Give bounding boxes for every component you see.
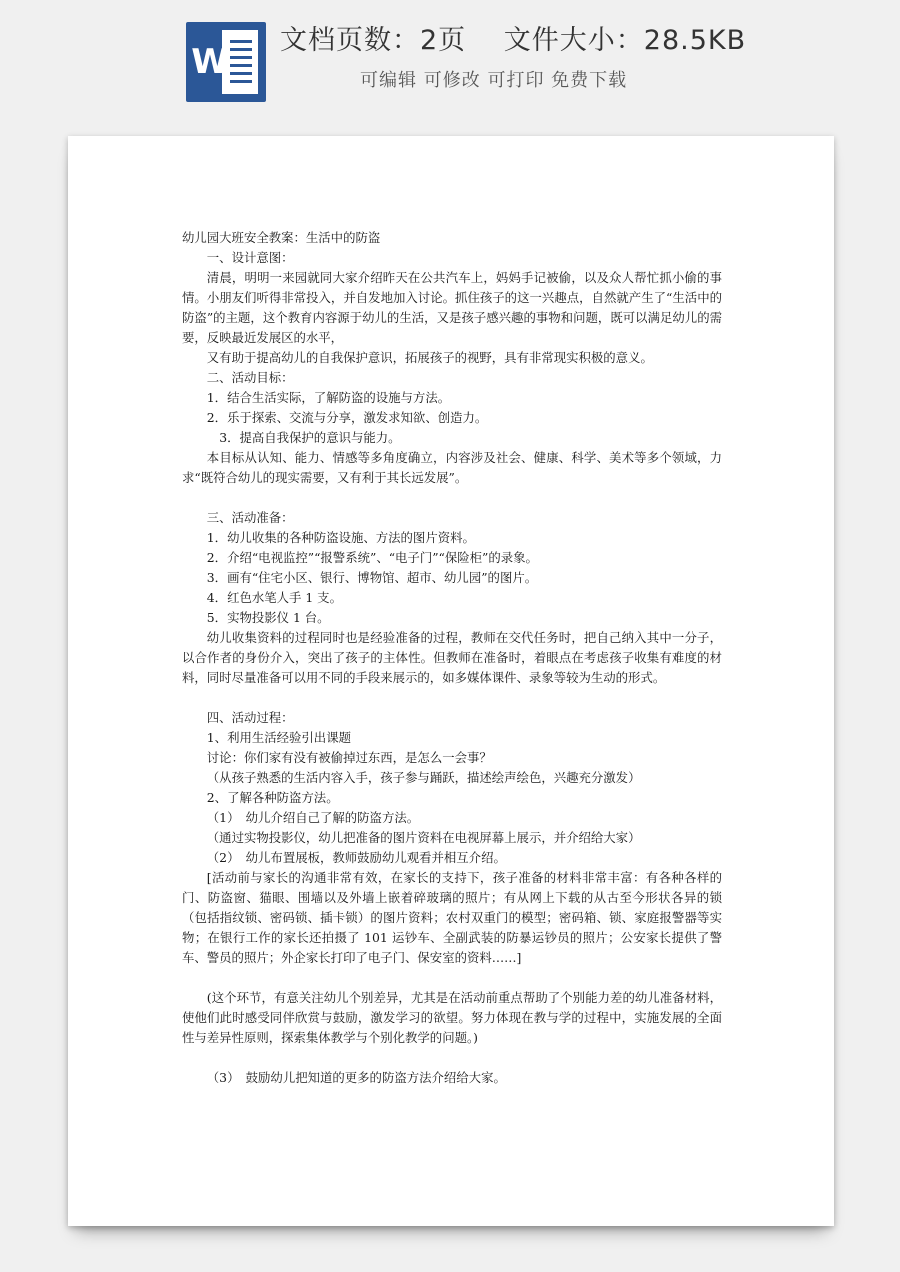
list-item: 1．幼儿收集的各种防盗设施、方法的图片资料。 bbox=[206, 530, 475, 545]
section-heading-design: 一、设计意图： bbox=[206, 250, 294, 265]
document-body bbox=[182, 228, 722, 1088]
list-item: 2．介绍“电视监控”“报警系统”、“电子门”“保险柜”的录象。 bbox=[206, 550, 538, 565]
word-letter: W bbox=[191, 42, 229, 82]
section-heading-preparation: 三、活动准备： bbox=[206, 510, 294, 525]
list-item: （通过实物投影仪，幼儿把准备的图片资料在电视屏幕上展示，并介绍给大家） bbox=[206, 830, 641, 845]
list-item: 1．结合生活实际，了解防盗的设施与方法。 bbox=[206, 390, 451, 405]
list-item: 5．实物投影仪 1 台。 bbox=[206, 610, 330, 625]
document-page bbox=[68, 136, 834, 1226]
paragraph: 本目标从认知、能力、情感等多角度确立，内容涉及社会、健康、科学、美术等多个领域，力求“既符合幼儿的现实需要，又有利于其长远发展”。 bbox=[182, 450, 722, 485]
paragraph: 幼儿收集资料的过程同时也是经验准备的过程，教师在交代任务时，把自己纳入其中一分子，以合作者的身份介入，突出了孩子的主体性。但教师在准备时，着眼点在考虑孩子收集有难度的材料，同时尽量准备可以用不同的手段来展示的，如多媒体课件、录象等较为生动的形式。 bbox=[182, 630, 722, 685]
paragraph: 又有助于提高幼儿的自我保护意识，拓展孩子的视野，具有非常现实积极的意义。 bbox=[206, 350, 653, 365]
file-features-subtitle: 可编辑 可修改 可打印 免费下载 bbox=[360, 70, 628, 91]
section-heading-goals: 二、活动目标： bbox=[206, 370, 294, 385]
list-item: 1、利用生活经验引出课题 bbox=[206, 730, 351, 745]
word-document-icon bbox=[186, 22, 266, 102]
file-info-title: 文档页数：2页 文件大小：28.5KB bbox=[280, 25, 747, 56]
header-banner bbox=[0, 0, 900, 130]
list-item: 2、了解各种防盗方法。 bbox=[206, 790, 339, 805]
list-item: 2．乐于探索、交流与分享，激发求知欲、创造力。 bbox=[206, 410, 488, 425]
list-item: （2） 幼儿布置展板，教师鼓励幼儿观看并相互介绍。 bbox=[206, 850, 506, 865]
doc-title: 幼儿园大班安全教案：生活中的防盗 bbox=[182, 230, 381, 245]
paragraph: 清晨，明明一来园就同大家介绍昨天在公共汽车上，妈妈手记被偷，以及众人帮忙抓小偷的事情。小朋友们听得非常投入，并自发地加入讨论。抓住孩子的这一兴趣点，自然就产生了“生活中的防盗”的主题，这个教育内容源于幼儿的生活，又是孩子感兴趣的事物和问题，既可以满足幼儿的需要，反映最近发展区的水平， bbox=[182, 270, 722, 345]
list-item: 4．红色水笔人手 1 支。 bbox=[206, 590, 342, 605]
section-heading-process: 四、活动过程： bbox=[206, 710, 294, 725]
list-item: 3．提高自我保护的意识与能力。 bbox=[219, 430, 401, 445]
paragraph: (这个环节，有意关注幼儿个别差异，尤其是在活动前重点帮助了个别能力差的幼儿准备材料，使他们此时感受同伴欣赏与鼓励，激发学习的欲望。努力体现在教与学的过程中，实施发展的全面性与差异性原则，探索集体教学与个别化教学的问题。) bbox=[182, 990, 722, 1045]
paragraph: [活动前与家长的沟通非常有效，在家长的支持下，孩子准备的材料非常丰富：有各种各样的门、防盗窗、猫眼、围墙以及外墙上嵌着碎玻璃的照片；有从网上下载的从古至今形状各异的锁（包括指纹锁、密码锁、插卡锁）的图片资料；农村双重门的模型；密码箱、锁、家庭报警器等实物；在银行工作的家长还拍摄了 101 运钞车、全副武装的防暴运钞员的照片；公安家长提供了警车、警员的照片；外企家长打印了电子门、保安室的资料……] bbox=[182, 870, 722, 965]
list-item: 讨论：你们家有没有被偷掉过东西，是怎么一会事？ bbox=[206, 750, 492, 765]
list-item: （从孩子熟悉的生活内容入手，孩子参与踊跃，描述绘声绘色，兴趣充分激发） bbox=[206, 770, 641, 785]
list-item: （3） 鼓励幼儿把知道的更多的防盗方法介绍给大家。 bbox=[206, 1070, 506, 1085]
list-item: （1） 幼儿介绍自己了解的防盗方法。 bbox=[206, 810, 420, 825]
list-item: 3．画有“住宅小区、银行、博物馆、超市、幼儿园”的图片。 bbox=[206, 570, 538, 585]
